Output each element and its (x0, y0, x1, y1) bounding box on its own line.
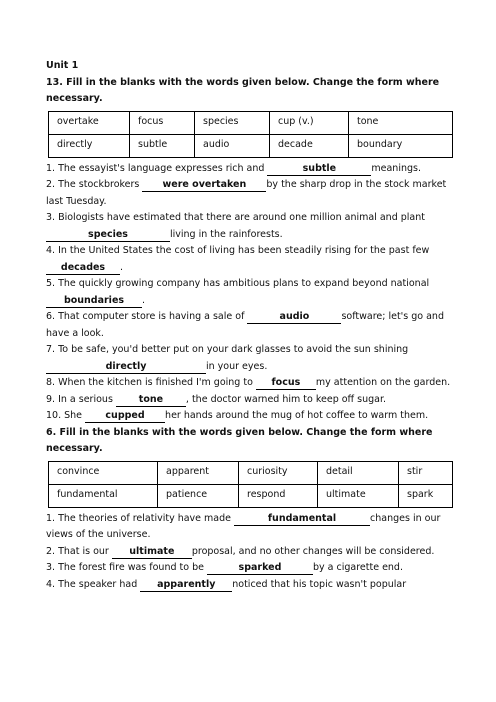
word-cell: fundamental (49, 484, 158, 507)
word-cell: boundary (349, 134, 453, 157)
item-text-after: her hands around the mug of hot coffee to warm them. (165, 410, 429, 421)
answer-blank[interactable]: focus (256, 377, 316, 390)
item-text-after: by a cigarette end. (312, 562, 403, 573)
word-cell: cup (v.) (270, 111, 349, 134)
item-text-after: my attention on the garden. (315, 377, 451, 388)
item-text-after: proposal, and no other changes will be considered. (191, 545, 435, 557)
word-cell: audio (195, 134, 270, 157)
answer-blank[interactable]: directly (46, 361, 206, 374)
item-text-after: changes in our views of the universe. (46, 512, 441, 540)
section-13-word-bank (48, 111, 453, 158)
item-text-after: in your eyes. (206, 360, 268, 372)
section-6-heading: 6. Fill in the blanks with the words given below. Change the form where necessary. (46, 426, 433, 454)
item-text-after: noticed that his topic wasn't popular (232, 578, 407, 590)
word-cell: convince (49, 461, 158, 484)
exercise-item (46, 309, 452, 342)
answer-blank[interactable]: audio (247, 311, 341, 324)
exercise-item (46, 560, 452, 577)
word-cell: focus (130, 111, 195, 134)
word-bank-row (49, 461, 453, 484)
answer-blank[interactable]: cupped (85, 410, 165, 423)
answer-blank[interactable]: apparently (140, 579, 232, 592)
word-cell: overtake (49, 111, 130, 134)
word-cell: curiosity (239, 461, 318, 484)
item-text-before: 7. To be safe, you'd better put on your dark glasses to avoid the sun shining (46, 344, 409, 355)
answer-blank[interactable]: subtle (267, 163, 371, 176)
item-text-before: 4. The speaker had (46, 578, 141, 590)
word-cell: respond (239, 484, 318, 507)
answer-blank[interactable]: fundamental (234, 513, 370, 526)
exercise-item (46, 375, 452, 392)
item-text-before: 10. She (46, 410, 86, 421)
word-cell: spark (399, 484, 453, 507)
item-text-before: 2. That is our (46, 545, 112, 557)
item-text-after: by the sharp drop in the stock market last Tuesday. (46, 179, 447, 207)
item-text-after: , the doctor warned him to keep off sugar. (185, 393, 386, 405)
section-6-word-bank (48, 461, 453, 508)
word-cell: ultimate (318, 484, 399, 507)
item-text-before: 5. The quickly growing company has ambitious plans to expand beyond national (46, 278, 430, 289)
exercise-item (46, 177, 452, 210)
word-cell: apparent (158, 461, 239, 484)
word-bank-row (49, 134, 453, 157)
exercise-item (46, 544, 452, 561)
item-text-before: 1. The essayist's language expresses rich and (46, 162, 268, 174)
item-text-after: meanings. (371, 162, 421, 174)
word-cell: patience (158, 484, 239, 507)
word-cell: species (195, 111, 270, 134)
item-text-before: 9. In a serious (46, 393, 116, 405)
exercise-item (46, 511, 452, 544)
section-6-items (46, 511, 452, 594)
worksheet-page (46, 58, 452, 593)
word-cell: stir (399, 461, 453, 484)
answer-blank[interactable]: sparked (207, 562, 313, 575)
answer-blank[interactable]: ultimate (112, 546, 192, 559)
answer-blank[interactable]: species (46, 229, 170, 242)
item-text-before: 2. The stockbrokers (46, 179, 143, 190)
item-text-before: 4. In the United States the cost of living has been steadily rising for the past few (46, 245, 430, 256)
item-text-after: . (142, 294, 146, 306)
exercise-item (46, 243, 452, 276)
item-text-before: 1. The theories of relativity have made (46, 512, 235, 524)
exercise-item (46, 408, 452, 425)
exercise-item (46, 577, 452, 594)
section-13-items (46, 161, 452, 425)
word-cell: subtle (130, 134, 195, 157)
unit-title: Unit 1 (46, 60, 79, 71)
word-cell: directly (49, 134, 130, 157)
exercise-item (46, 392, 452, 409)
item-text-after: software; let's go and have a look. (46, 311, 444, 339)
word-bank-row (49, 484, 453, 507)
item-text-before: 3. The forest fire was found to be (46, 562, 207, 573)
answer-blank[interactable]: boundaries (46, 295, 142, 308)
item-text-after: living in the rainforests. (170, 228, 283, 240)
answer-blank[interactable]: were overtaken (142, 179, 266, 192)
exercise-item (46, 276, 452, 309)
item-text-before: 3. Biologists have estimated that there are around one million animal and plant (46, 212, 425, 223)
item-text-after: . (120, 261, 124, 273)
word-cell: decade (270, 134, 349, 157)
section-13-heading: 13. Fill in the blanks with the words given below. Change the form where necessary. (46, 76, 440, 104)
answer-blank[interactable]: decades (46, 262, 120, 275)
exercise-item (46, 210, 452, 243)
word-cell: tone (349, 111, 453, 134)
item-text-before: 8. When the kitchen is finished I'm going to (46, 377, 256, 388)
word-cell: detail (318, 461, 399, 484)
item-text-before: 6. That computer store is having a sale of (46, 311, 248, 322)
word-bank-row (49, 111, 453, 134)
exercise-item (46, 161, 452, 178)
answer-blank[interactable]: tone (116, 394, 186, 407)
exercise-item (46, 342, 452, 375)
